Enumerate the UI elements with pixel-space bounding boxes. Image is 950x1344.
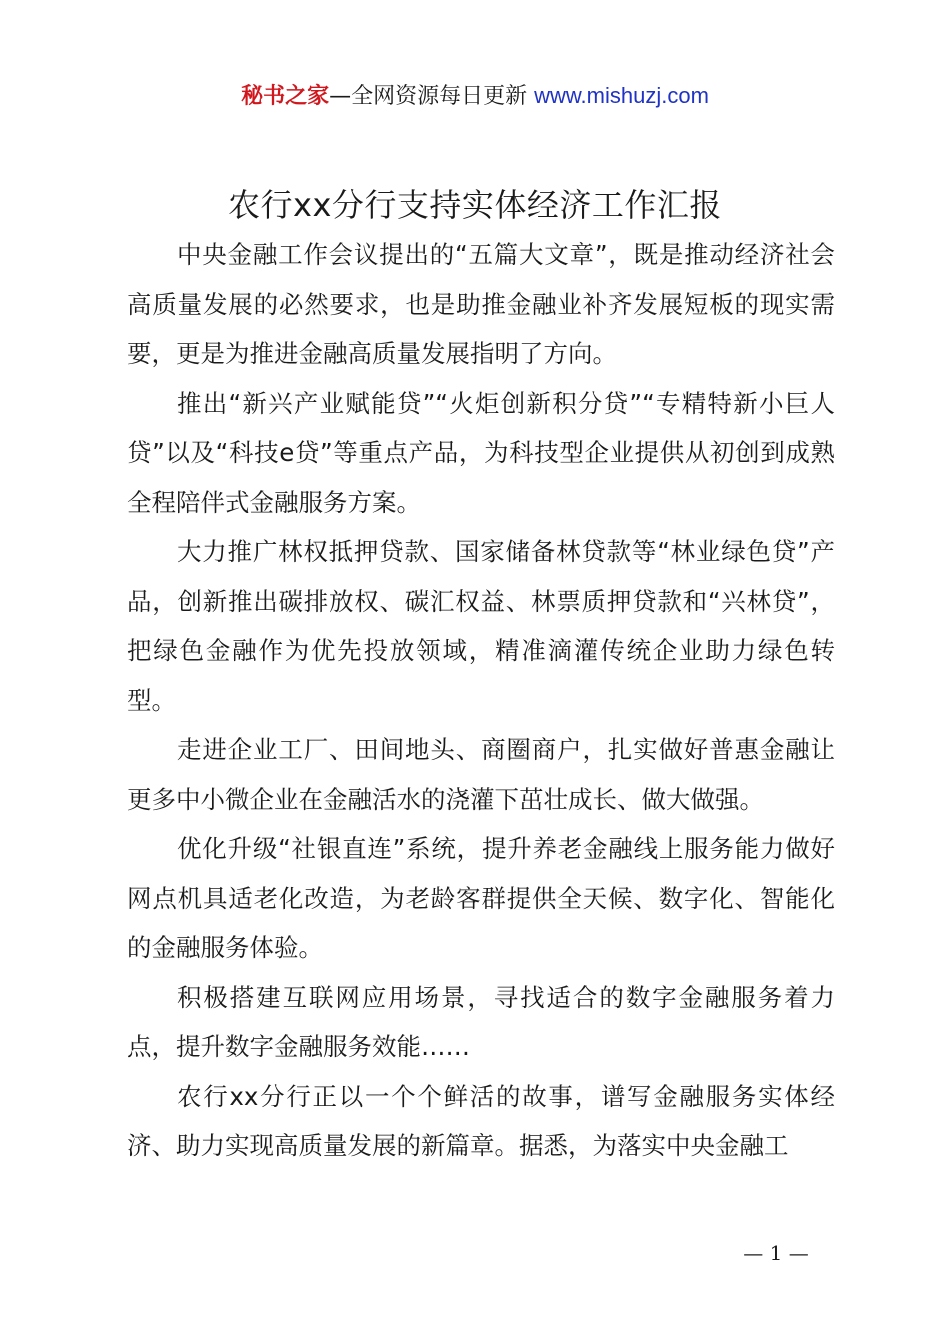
paragraph: 走进企业工厂、田间地头、商圈商户，扎实做好普惠金融让更多中小微企业在金融活水的浇灌下茁壮成长、做大做强。 (127, 735, 835, 814)
header-tagline: —全网资源每日更新 (329, 84, 535, 109)
paragraph: 推出“新兴产业赋能贷”“火炬创新积分贷”“专精特新小巨人贷”以及“科技e贷”等重点产品，为科技型企业提供从初创到成熟全程陪伴式金融服务方案。 (127, 388, 835, 517)
paragraph: 中央金融工作会议提出的“五篇大文章”，既是推动经济社会高质量发展的必然要求，也是助推金融业补齐发展短板的现实需要，更是为推进金融高质量发展指明了方向。 (127, 240, 835, 368)
paragraph: 优化升级“社银直连”系统，提升养老金融线上服务能力做好网点机具适老化改造，为老龄客群提供全天候、数字化、智能化的金融服务体验。 (127, 834, 835, 962)
site-url-link[interactable]: www.mishuzj.com (534, 83, 709, 108)
site-header (0, 80, 950, 113)
paragraph: 大力推广林权抵押贷款、国家储备林贷款等“林业绿色贷”产品，创新推出碳排放权、碳汇权益、林票质押贷款和“兴林贷”，把绿色金融作为优先投放领域，精准滴灌传统企业助力绿色转型。 (127, 537, 835, 715)
page-number: — 1 — (743, 1241, 809, 1265)
document-body (127, 230, 835, 1171)
paragraph: 农行xx分行正以一个个鲜活的故事，谱写金融服务实体经济、助力实现高质量发展的新篇章。据悉，为落实中央金融工 (127, 1081, 835, 1160)
brand-name: 秘书之家 (241, 84, 330, 109)
document-title: 农行xx分行支持实体经济工作汇报 (228, 186, 722, 224)
paragraph: 积极搭建互联网应用场景，寻找适合的数字金融服务着力点，提升数字金融服务效能…… (127, 982, 835, 1061)
